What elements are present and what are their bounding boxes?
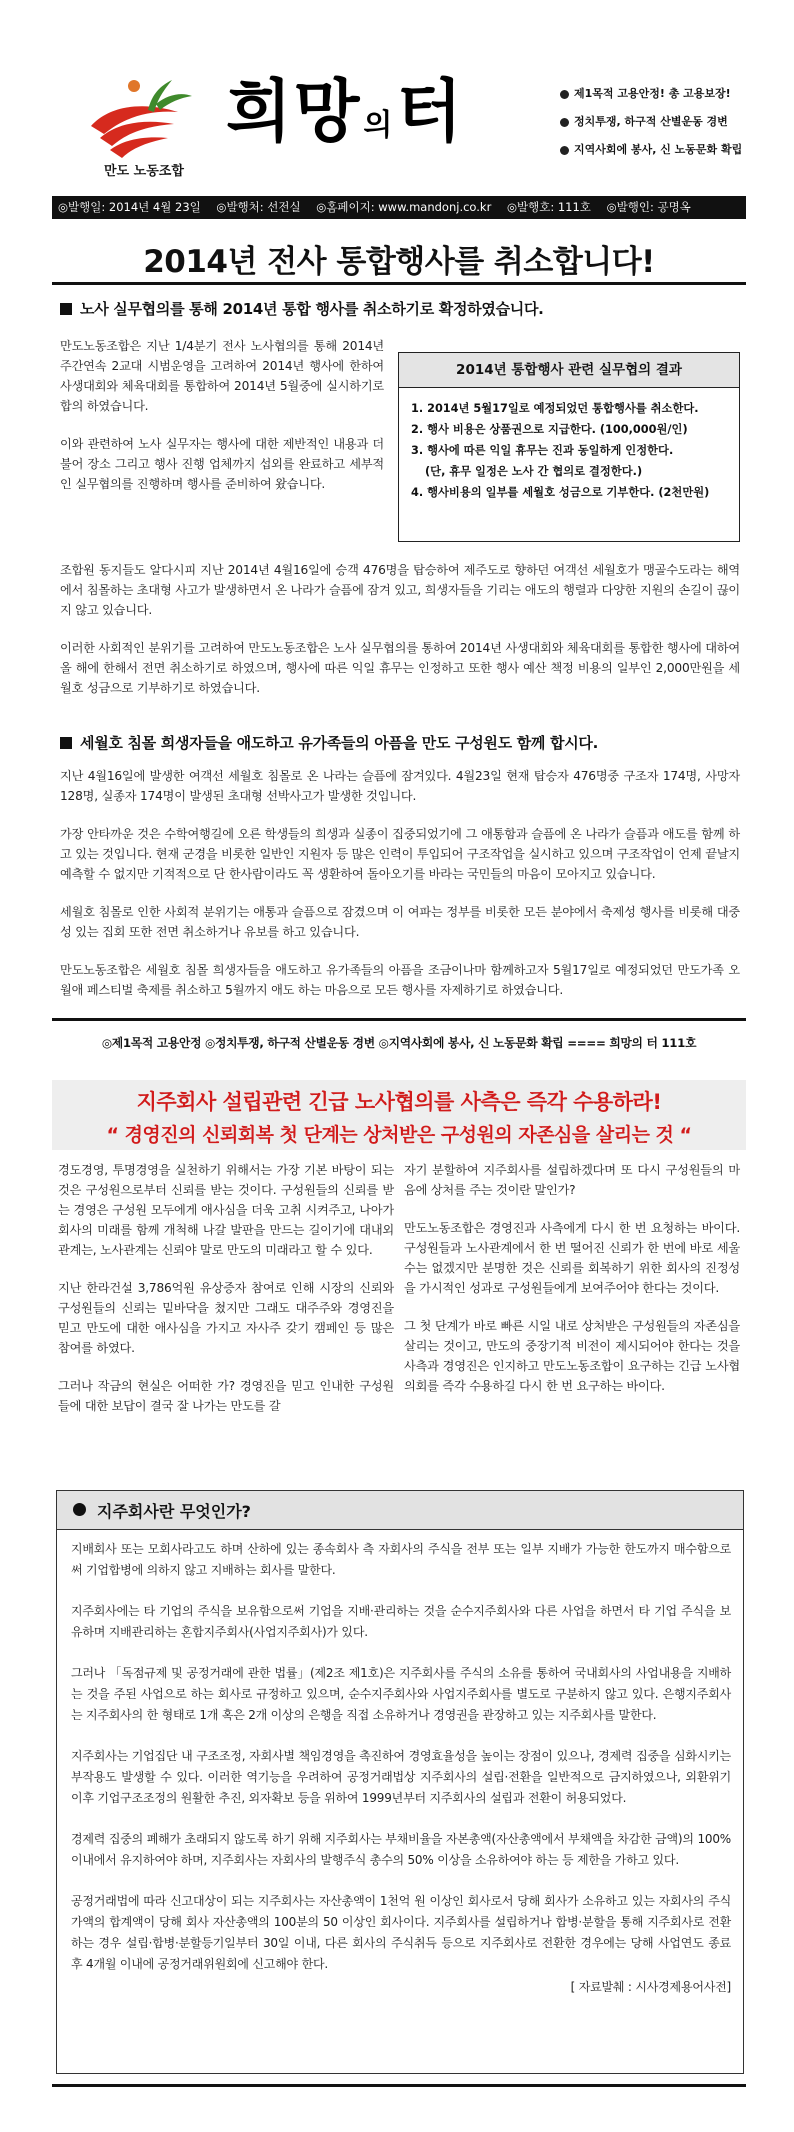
paragraph: 자기 분할하여 지주회사를 설립하겠다며 또 다시 구성원들의 마음에 상처를 주는 것이란 말인가? <box>404 1163 740 1197</box>
bullet-icon <box>560 118 569 127</box>
union-name: 만도 노동조합 <box>104 164 184 179</box>
section2-body <box>60 766 740 1018</box>
holding-box-header <box>57 1491 743 1530</box>
holding-box-body <box>71 1539 731 1998</box>
paragraph: 이러한 사회적인 분위기를 고려하여 만도노동조합은 노사 실무협의를 통하여 2014년 사생대회와 체육대회를 통합한 행사에 대하여 올 해에 한해서 전면 취소하기로 하였으며, 행사에 따른 익일 휴무는 인정하고 또한 행사 예산 책정 비용의 일부인 2,000만원을 세월호 성금으로 기부하기로 하였습니다. <box>60 641 740 695</box>
paragraph: 그 첫 단계가 바로 빠른 시일 내로 상처받은 구성원들의 자존심을 살리는 것이고, 만도의 중장기적 비전이 제시되어야 한다는 것을 사측과 경영진은 인지하고 만도노동조합이 요구하는 긴급 노사협의회를 즉각 수용하길 다시 한 번 요구하는 바이다. <box>404 1319 740 1393</box>
paragraph: 그러나 「독점규제 및 공정거래에 관한 법률」(제2조 제1호)은 지주회사를 주식의 소유를 통하여 국내회사의 사업내용을 지배하는 것을 주된 사업으로 하는 회사로 규정하고 있으며, 순수지주회사와 사업지주회사를 별도로 구분하지 않고 있다. 은행지주회사는 지주회사의 한 형태로 1개 혹은 2개 이상의 은행을 직접 소유하거나 경영권을 관장하고 있는 지주회사를 말한다. <box>71 1666 731 1722</box>
slogan-item: 정치투쟁, 하구적 산별운동 경변 <box>560 108 760 136</box>
publish-date: ◎발행일: 2014년 4월 23일 <box>58 200 201 214</box>
section2-subhead: 세월호 침몰 희생자들을 애도하고 유가족들의 아픔을 만도 구성원도 함께 합시다. <box>60 732 598 753</box>
union-logo <box>86 64 196 164</box>
paragraph: 지주회사는 기업집단 내 구조조정, 자회사별 책임경영을 촉진하여 경영효율성을 높이는 장점이 있으나, 경제력 집중을 심화시키는 부작용도 발생할 수 있다. 이러한 역기능을 우려하여 공정거래법상 지주회사의 설립·전환을 일반적으로 금지하였으나, 외환위기 이후 기업구조조정의 원활한 추진, 외자확보 등을 위하여 1999년부터 지주회사의 설립과 전환이 허용되었다. <box>71 1749 731 1805</box>
section1-intro <box>60 336 384 512</box>
feature-title-box <box>52 1080 746 1150</box>
running-banner: ◎제1목적 고용안정 ◎정치투쟁, 하구적 산별운동 경변 ◎지역사회에 봉사, 신 노동문화 확립 ==== 희망의 터 111호 <box>101 1036 697 1050</box>
paragraph: 가장 안타까운 것은 수학여행길에 오른 학생들의 희생과 실종이 집중되었기에 그 애통함과 슬픔에 온 나라가 슬픔과 애도를 함께 하고 있는 것입니다. 현재 군경을 비롯한 일반인 지원자 등 많은 인력이 투입되어 구조작업을 실시하고 있으며 구조작업이 언제 끝날지 예측할 수 없지만 기적적으로 단 한사람이라도 꼭 생환하여 돌아오기를 바라는 국민들의 마음이 모아지고 있습니다. <box>60 827 740 881</box>
paragraph: 이와 관련하여 노사 실무자는 행사에 대한 제반적인 내용과 더불어 장소 그리고 행사 진행 업체까지 섭외를 완료하고 세부적인 실무협의를 진행하며 행사를 준비하여 왔습니다. <box>60 437 384 491</box>
result-item: 3. 행사에 따른 익일 휴무는 진과 동일하게 인정한다. <box>411 444 674 457</box>
bullet-icon <box>560 146 569 155</box>
paper-name <box>226 58 464 155</box>
issue-number: ◎발행호: 111호 <box>506 200 591 214</box>
square-bullet-icon <box>60 737 72 749</box>
paragraph: 지난 한라건설 3,786억원 유상증자 참여로 인해 시장의 신뢰와 구성원들의 신뢰는 밑바닥을 쳤지만 그래도 대주주와 경영진을 믿고 만도에 대한 애사심을 가지고 자사주 갖기 캠페인 등 많은 참여를 하였다. <box>58 1281 394 1355</box>
result-box <box>398 352 740 542</box>
paragraph: 세월호 침몰로 인한 사회적 분위기는 애통과 슬픔으로 잠겼으며 이 여파는 정부를 비롯한 모든 분야에서 축제성 행사를 비롯해 대중성 있는 집회 또한 전면 취소하거나 유보를 하고 있습니다. <box>60 905 740 939</box>
paragraph: 경제력 집중의 폐해가 초래되지 않도록 하기 위해 지주회사는 부채비율을 자본총액(자산총액에서 부채액을 차감한 금액)의 100% 이내에서 유지하여야 하며, 지주회사는 자회사의 발행주식 총수의 50% 이상을 소유하여야 하는 등 제한을 가하고 있다. <box>71 1832 731 1867</box>
result-box-title: 2014년 통합행사 관련 실무협의 결과 <box>399 353 739 388</box>
result-item: 4. 행사비용의 일부를 세월호 성금으로 기부한다. (2천만원) <box>411 486 710 499</box>
divider <box>52 2084 746 2087</box>
headline: 2014년 전사 통합행사를 취소합니다! <box>143 244 655 280</box>
paragraph: 경도경영, 투명경영을 실천하기 위해서는 가장 기본 바탕이 되는 것은 구성원으로부터 신뢰를 받는 것이다. 구성원들의 신뢰를 받는 경영은 구성원 모두에게 애사심을 더욱 고취 시켜주고, 나아가 회사의 미래를 함께 개척해 나갈 발판을 만드는 길이기에 대내외 관계는, 노사관계는 신뢰야 말로 만도의 미래라고 할 수 있다. <box>58 1163 394 1257</box>
divider <box>52 282 746 285</box>
result-item: (단, 휴무 일정은 노사 간 협의로 결정한다.) <box>425 465 643 478</box>
source-note: [ 자료발췌 : 시사경제용어사전] <box>570 1980 731 1994</box>
bullet-icon <box>560 90 569 99</box>
paragraph: 지주회사에는 타 기업의 주식을 보유함으로써 기업을 지배·관리하는 것을 순수지주회사와 다른 사업을 하면서 타 기업 주식을 보유하며 지배관리하는 혼합지주회사(사업지주회사)가 있다. <box>71 1604 731 1639</box>
paragraph: 지배회사 또는 모회사라고도 하며 산하에 있는 종속회사 측 자회사의 주식을 전부 또는 일부 지배가 가능한 한도까지 매수함으로써 기업합병에 의하지 않고 지배하는 회사를 말한다. <box>71 1542 731 1577</box>
masthead <box>48 56 748 196</box>
slogan-list <box>560 80 760 164</box>
feature-subtitle: “ 경영진의 신뢰회복 첫 단계는 상처받은 구성원의 자존심을 살리는 것 “ <box>106 1124 692 1146</box>
slogan-item: 제1목적 고용안정! 총 고용보장! <box>560 80 760 108</box>
slogan-item: 지역사회에 봉사, 신 노동문화 확립 <box>560 136 760 164</box>
result-item: 2. 행사 비용은 상품권으로 지급한다. (100,000원/인) <box>411 423 688 436</box>
paper-name-part-3: 터 <box>396 72 465 152</box>
publication-info-bar <box>52 196 746 219</box>
paragraph: 만도노동조합은 경영진과 사측에게 다시 한 번 요청하는 바이다. 구성원들과 노사관계에서 한 번 떨어진 신뢰가 한 번에 바로 세울 수는 없겠지만 분명한 것은 신뢰를 회복하기 위한 회사의 진정성을 가시적인 성과로 구성원들에게 보여주어야 한다는 것이다. <box>404 1221 740 1295</box>
paragraph: 만도노동조합은 세월호 침몰 희생자들을 애도하고 유가족들의 아픔을 조금이나마 함께하고자 5월17일로 예정되었던 만도가족 오월애 페스티벌 축제를 취소하고 5월까지 애도 하는 마음으로 모든 행사를 자제하기로 하였습니다. <box>60 963 740 997</box>
column-right <box>404 1160 740 1414</box>
section1-subhead: 노사 실무협의를 통해 2014년 통합 행사를 취소하기로 확정하였습니다. <box>60 298 544 319</box>
holding-company-box <box>56 1490 744 2074</box>
paragraph: 만도노동조합은 지난 1/4분기 전사 노사협의를 통해 2014년 주간연속 2교대 시범운영을 고려하여 2014년 행사에 한하여 사생대회와 체육대회를 통합하여 2014년 5월중에 실시하기로 합의 하였습니다. <box>60 339 384 413</box>
paper-name-part-2: 의 <box>363 108 395 143</box>
bullet-icon <box>73 1503 86 1516</box>
result-list <box>411 398 729 503</box>
square-bullet-icon <box>60 303 72 315</box>
paragraph: 공정거래법에 따라 신고대상이 되는 지주회사는 자산총액이 1천억 원 이상인 회사로서 당해 회사가 소유하고 있는 자회사의 주식가액의 합계액이 당해 회사 자산총액의 100분의 50 이상인 회사이다. 지주회사를 설립하거나 합병·분할을 통해 지주회사로 전환하는 경우 설립·합병·분할등기일부터 30일 이내, 다른 회사의 주식취득 등으로 지주회사로 전환한 경우에는 당해 사업연도 종료 후 4개월 이내에 공정거래위원회에 신고해야 한다. <box>71 1894 731 1971</box>
column-left <box>58 1160 394 1434</box>
homepage-link[interactable]: ◎홈페이지: www.mandonj.co.kr <box>316 200 492 214</box>
feature-title: 지주회사 설립관련 긴급 노사협의를 사측은 즉각 수용하라! <box>136 1090 662 1114</box>
publisher: ◎발행처: 선전실 <box>216 200 301 214</box>
holding-box-title: 지주회사란 무엇인가? <box>97 1502 251 1521</box>
result-item: 1. 2014년 5월17일로 예정되었던 통합행사를 취소한다. <box>411 402 699 415</box>
paper-name-part-1: 희망 <box>226 72 362 152</box>
paragraph: 조합원 동지들도 알다시피 지난 2014년 4월16일에 승객 476명을 탑승하여 제주도로 향하던 여객선 세월호가 맹골수도라는 해역에서 침몰하는 초대형 사고가 발생하면서 온 나라가 슬픔에 잠겨 있고, 희생자들을 기리는 애도의 행렬과 다양한 지원의 손길이 끊이지 않고 있습니다. <box>60 563 740 617</box>
editor: ◎발행인: 공명옥 <box>606 200 691 214</box>
paragraph: 그러나 작금의 현실은 어떠한 가? 경영진을 믿고 인내한 구성원들에 대한 보답이 결국 잘 나가는 만도를 갈 <box>58 1379 394 1413</box>
paragraph: 지난 4월16일에 발생한 여객선 세월호 침몰로 온 나라는 슬픔에 잠겨있다. 4월23일 현재 탑승자 476명중 구조자 174명, 사망자 128명, 실종자 174명이 발생된 초대형 선박사고가 발생한 것입니다. <box>60 769 740 803</box>
divider <box>52 1018 746 1021</box>
section1-body <box>60 560 740 716</box>
